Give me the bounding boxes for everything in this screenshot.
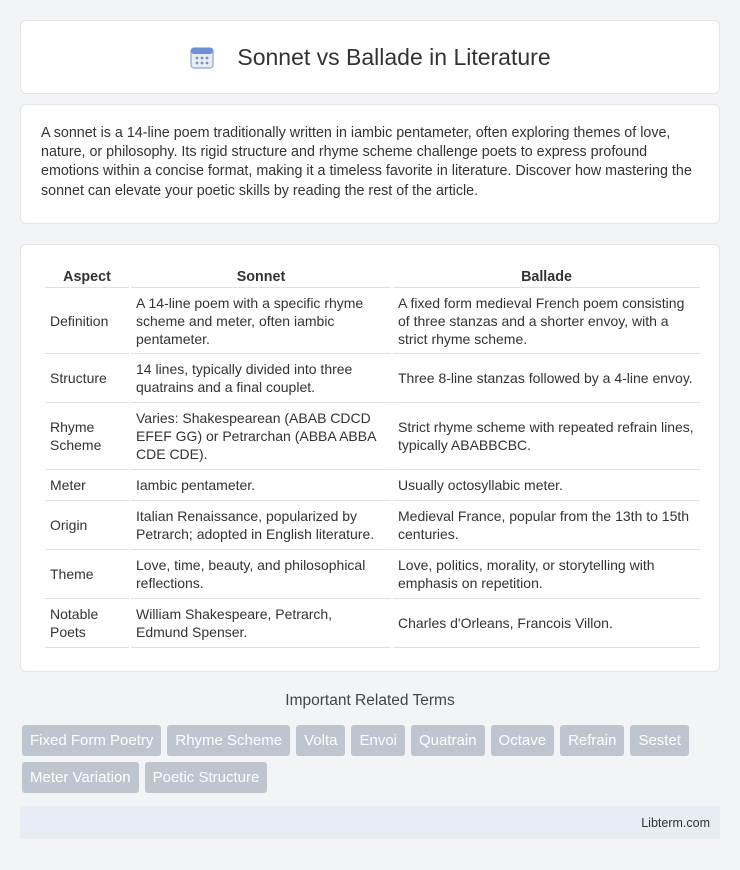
page-title: Sonnet vs Ballade in Literature [237, 43, 551, 70]
row-aspect: Notable Poets [45, 599, 129, 648]
row-ballade: A fixed form medieval French poem consisting of three stanzas and a shorter envoy, with a strict rhyme scheme. [393, 288, 700, 354]
row-sonnet: 14 lines, typically divided into three quatrains and a final couplet. [131, 354, 391, 403]
tag-meter-variation[interactable]: Meter Variation [22, 762, 139, 793]
row-sonnet: Iambic pentameter. [131, 470, 391, 501]
tag-volta[interactable]: Volta [296, 725, 345, 756]
table-row [45, 550, 700, 599]
footer [20, 806, 720, 839]
table-row [45, 470, 700, 501]
row-aspect: Theme [45, 550, 129, 599]
row-ballade: Three 8-line stanzas followed by a 4-line envoy. [393, 354, 700, 403]
row-aspect: Definition [45, 288, 129, 354]
footer-site-link[interactable]: Libterm.com [641, 815, 710, 830]
comparison-card [20, 244, 720, 672]
tag-octave[interactable]: Octave [491, 725, 555, 756]
table-header-row [45, 265, 700, 288]
tag-poetic-structure[interactable]: Poetic Structure [145, 762, 268, 793]
table-row [45, 403, 700, 470]
row-ballade: Usually octosyllabic meter. [393, 470, 700, 501]
row-aspect: Rhyme Scheme [45, 403, 129, 470]
tag-sestet[interactable]: Sestet [630, 725, 689, 756]
tag-quatrain[interactable]: Quatrain [411, 725, 485, 756]
tag-envoi[interactable]: Envoi [351, 725, 405, 756]
row-sonnet: A 14-line poem with a specific rhyme scheme and meter, often iambic pentameter. [131, 288, 391, 354]
related-terms-title: Important Related Terms [285, 692, 455, 709]
row-aspect: Structure [45, 354, 129, 403]
row-sonnet: Love, time, beauty, and philosophical reflections. [131, 550, 391, 599]
row-aspect: Meter [45, 470, 129, 501]
header-sonnet: Sonnet [131, 265, 391, 288]
row-sonnet: Italian Renaissance, popularized by Petrarch; adopted in English literature. [131, 501, 391, 550]
calendar-icon [189, 44, 215, 70]
row-aspect: Origin [45, 501, 129, 550]
row-ballade: Charles d'Orleans, Francois Villon. [393, 599, 700, 648]
tag-fixed-form-poetry[interactable]: Fixed Form Poetry [22, 725, 161, 756]
row-ballade: Medieval France, popular from the 13th to 15th centuries. [393, 501, 700, 550]
table-row [45, 501, 700, 550]
row-ballade: Love, politics, morality, or storytelling with emphasis on repetition. [393, 550, 700, 599]
table-row [45, 288, 700, 354]
row-sonnet: Varies: Shakespearean (ABAB CDCD EFEF GG) or Petrarchan (ABBA ABBA CDE CDE). [131, 403, 391, 470]
tag-refrain[interactable]: Refrain [560, 725, 624, 756]
row-ballade: Strict rhyme scheme with repeated refrain lines, typically ABABBCBC. [393, 403, 700, 470]
tag-rhyme-scheme[interactable]: Rhyme Scheme [167, 725, 290, 756]
table-row [45, 599, 700, 648]
intro-text: A sonnet is a 14-line poem traditionally written in iambic pentameter, often exploring themes of love, nature, or philosophy. Its rigid structure and rhyme scheme challenge poets to express profound emotions within a concise format, making it a timeless favorite in literature. Discover how mastering the sonnet can elevate your poetic skills by reading the rest of the article. [41, 125, 692, 199]
table-row [45, 354, 700, 403]
comparison-table [43, 265, 702, 648]
title-card [20, 20, 720, 94]
related-terms-list [22, 725, 722, 799]
header-ballade: Ballade [393, 265, 700, 288]
row-sonnet: William Shakespeare, Petrarch, Edmund Spenser. [131, 599, 391, 648]
header-aspect: Aspect [45, 265, 129, 288]
intro-card [20, 104, 720, 224]
